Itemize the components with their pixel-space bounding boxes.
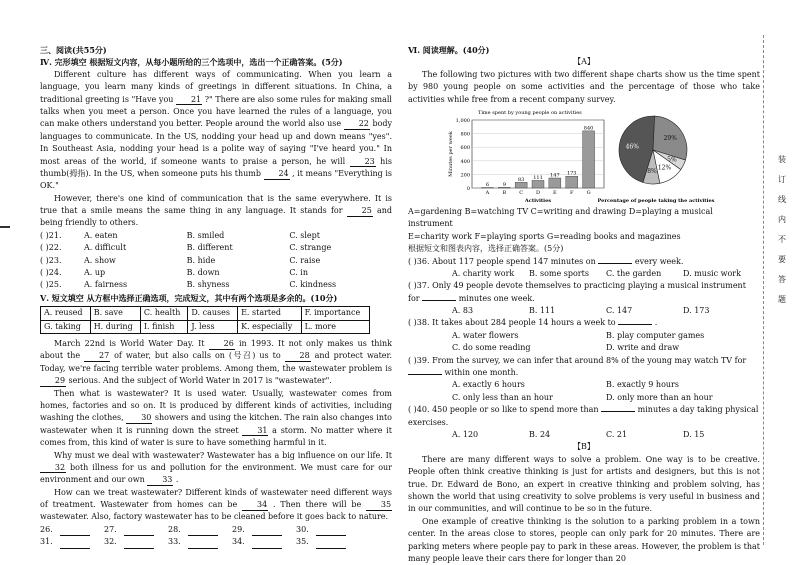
answer-lines	[40, 524, 392, 549]
text-segment: a storm. No matter where it comes from, this kind of water is sure to have something harmful in it.	[40, 426, 392, 447]
question-tail: minutes one week.	[459, 294, 535, 303]
y-tick-label: 0	[467, 186, 470, 192]
y-axis-label: Minutes per week	[448, 130, 454, 177]
answer-line[interactable]	[252, 524, 282, 536]
side-char: 不	[775, 230, 789, 250]
answer-label: 31.	[40, 536, 104, 548]
x-tick-label: G	[587, 190, 591, 196]
bar-value-label: 147	[550, 172, 560, 178]
x-tick-label: A	[485, 190, 490, 196]
text-segment: wastewater. Also, factory wastewater has to be cleaned before it goes back to nature.	[40, 512, 388, 521]
y-tick-label: 1,000	[456, 118, 470, 124]
option[interactable]: D. only more than an hour	[606, 392, 760, 404]
blank-33[interactable]: 33	[147, 475, 173, 486]
option-c[interactable]: C. raise	[289, 255, 392, 267]
question-number: ( )24.	[40, 267, 84, 279]
question-number: ( )40.	[408, 405, 430, 414]
v-paragraph-2	[40, 388, 392, 450]
text-segment: of water, but also calls on (号召) us to	[114, 351, 281, 360]
side-char: 订	[775, 170, 789, 190]
side-char: 答	[775, 270, 789, 290]
option-b[interactable]: B. hide	[187, 255, 290, 267]
side-char: 题	[775, 290, 789, 310]
blank-23[interactable]: 23	[350, 157, 376, 168]
section-title: 三、阅读(共55分)	[40, 44, 392, 56]
question-tail: .	[655, 318, 658, 327]
answer-blank[interactable]	[598, 263, 632, 264]
blank-21[interactable]: 21	[176, 95, 202, 106]
blank-30[interactable]: 30	[126, 413, 152, 424]
blank-25[interactable]: 25	[347, 206, 373, 217]
option[interactable]: C. 21	[606, 429, 683, 441]
answer-label: 29.	[232, 524, 296, 536]
option-a[interactable]: A. fairness	[84, 279, 187, 291]
answer-blank[interactable]	[618, 324, 652, 325]
cloze-title: Ⅳ. 完形填空 根据短文内容，从每小题所给的三个选项中，选出一个正确答案。(5分)	[40, 56, 392, 68]
option-row	[40, 279, 392, 291]
question-number: ( )23.	[40, 255, 84, 267]
pie-chart	[598, 106, 768, 206]
text-segment: showers and using the kitchen. The rain also changes into wastewater when it is running down the street	[40, 413, 392, 434]
question	[408, 404, 760, 429]
word-bank-item: L. more	[301, 320, 369, 333]
part-b-label: 【B】	[408, 441, 760, 453]
answer-row	[40, 524, 392, 536]
answer-blank[interactable]	[422, 300, 456, 301]
answer-line[interactable]	[188, 524, 218, 536]
option-b[interactable]: B. shyness	[187, 279, 290, 291]
answer-label: 35.	[296, 536, 360, 548]
cloze-passage	[40, 69, 392, 193]
word-bank-item: F. importance	[301, 307, 369, 320]
word-bank-item: J. less	[188, 320, 238, 333]
answer-line[interactable]	[188, 536, 218, 548]
word-bank-item: I. finish	[140, 320, 187, 333]
option[interactable]: C. do some reading	[452, 342, 606, 354]
x-axis-label: Activities	[524, 198, 551, 204]
option-row	[40, 267, 392, 279]
v-title: Ⅴ. 短文填空 从方框中选择正确选项，完成短文，其中有两个选项是多余的。(10分)	[40, 292, 392, 304]
pie-label: 29%	[664, 135, 678, 142]
option[interactable]: D. 15	[683, 429, 760, 441]
question-number: ( )22.	[40, 242, 84, 254]
question	[408, 280, 760, 305]
option-a[interactable]: A. show	[84, 255, 187, 267]
blank-31[interactable]: 31	[242, 426, 268, 437]
bar-value-label: 83	[518, 177, 524, 183]
word-bank-item: H. during	[90, 320, 140, 333]
option[interactable]: C. 147	[606, 305, 683, 317]
activity-key: A=gardening B=watching TV C=writing and drawing D=playing a musical instrument	[408, 206, 760, 231]
option[interactable]: A. exactly 6 hours	[452, 379, 606, 391]
bar-G	[583, 131, 595, 188]
bar-E	[549, 178, 561, 188]
bar-C	[515, 182, 527, 188]
answer-line[interactable]	[60, 536, 90, 548]
bar-D	[532, 180, 544, 188]
option[interactable]: B. some sports	[529, 268, 606, 280]
question-number: ( )25.	[40, 279, 84, 291]
bar-chart	[438, 106, 618, 206]
blank-32[interactable]: 32	[40, 463, 66, 474]
part-b-paragraph-2: One example of creative thinking is the solution to a parking problem in a town center. In the areas close to stores, people can only park for 20 minutes. There are parking meters where people pay to park in these areas. However, the problem is that many people leave their cars there for longer than 20	[408, 516, 760, 565]
answer-label: 26.	[40, 524, 104, 536]
option-c[interactable]: C. in	[289, 267, 392, 279]
word-bank-row	[41, 307, 370, 320]
text-segment: his thumb(拇指). In the US, when someone puts his thumb	[40, 157, 392, 178]
answer-line[interactable]	[316, 536, 346, 548]
question-text: About 117 people spend 147 minutes on	[432, 257, 596, 266]
question-text: From the survey, we can infer that around 8% of the young may watch TV for	[432, 356, 746, 365]
text-segment: Then what is wastewater? It is used water. Usually, wastewater comes from homes, factories and so on. It is produced by different kinds of activities, including washing the clothes,	[40, 389, 392, 423]
question-number: ( )36.	[408, 257, 430, 266]
option[interactable]: D. 173	[683, 305, 760, 317]
question-tail: every week.	[635, 257, 684, 266]
blank-29[interactable]: 29	[40, 376, 66, 387]
answer-blank[interactable]	[408, 374, 442, 375]
text-segment: in 1993. It not only makes us think about the	[40, 339, 392, 360]
y-tick-label: 400	[460, 159, 470, 165]
option-row	[40, 242, 392, 254]
option-c[interactable]: C. kindness	[289, 279, 392, 291]
question-number: ( )37.	[408, 281, 430, 290]
word-bank-item: E. started	[238, 307, 302, 320]
option-b[interactable]: B. down	[187, 267, 290, 279]
option-row	[408, 330, 760, 342]
text-segment: March 22nd is World Water Day. It	[54, 339, 205, 348]
x-tick-label: D	[536, 190, 540, 196]
text-segment: How can we treat wastewater? Different kinds of wastewater need different ways of treatment. Wastewater from homes can be	[40, 488, 392, 509]
bar-value-label: 9	[503, 182, 506, 188]
word-bank-item: C. health	[140, 307, 187, 320]
question-text: 450 people or so like to spend more than	[432, 405, 598, 414]
side-char: 要	[775, 250, 789, 270]
pie-label: 12%	[658, 165, 672, 172]
question-number: ( )38.	[408, 318, 430, 327]
bar-value-label: 111	[533, 175, 543, 181]
question-text: Only 49 people devote themselves to practicing playing a musical instrument for	[408, 281, 746, 302]
text-segment: Why must we deal with wastewater? Wastewater has a big influence on our life. It	[54, 451, 392, 460]
text-segment: , it means "Everything is OK."	[40, 169, 392, 190]
option-row	[408, 429, 760, 441]
answer-blank[interactable]	[601, 411, 635, 412]
question-text: It takes about 284 people 14 hours a week to	[432, 318, 616, 327]
text-segment: Different culture has different ways of communicating. When you learn a language, you learn many kinds of greetings in different situations. In China, a traditional greeting is "Have you	[40, 70, 392, 104]
y-tick-label: 800	[460, 132, 470, 138]
section-title-vi: Ⅵ. 阅读理解。(40分)	[408, 44, 760, 56]
option[interactable]: D. music work	[683, 268, 760, 280]
x-tick-label: E	[553, 190, 557, 196]
left-column	[40, 44, 392, 549]
activity-key-2: E=charity work F=playing sports G=reading books and magazines	[408, 231, 760, 243]
chart-title: Time spent by young people on activities	[478, 110, 582, 116]
option[interactable]: D. write and draw	[606, 342, 760, 354]
option-row	[408, 379, 760, 391]
question-tail: minutes a day taking physical exercises.	[408, 405, 758, 426]
answer-label: 32.	[104, 536, 168, 548]
cloze-paragraph-2: However, there's one kind of communication that is the same everywhere. It is true that a smile means the same thing in any language. It stands for 25 and being friendly to others.	[40, 193, 392, 230]
option-a[interactable]: A. difficult	[84, 242, 187, 254]
right-column	[408, 44, 760, 565]
word-bank-item: K. especially	[238, 320, 302, 333]
word-bank-item: B. save	[90, 307, 140, 320]
answer-label: 34.	[232, 536, 296, 548]
blank-26[interactable]: 26	[209, 339, 235, 350]
option[interactable]: B. 24	[529, 429, 606, 441]
pie-label: 5%	[667, 156, 677, 163]
answer-label: 28.	[168, 524, 232, 536]
text-segment: both illness for us and pollution for the environment. We must care for our environment and our own	[40, 463, 392, 484]
charts-area	[408, 106, 760, 206]
text-segment: serious. And the subject of World Water in 2017 is "wastewater".	[69, 376, 332, 385]
blank-34[interactable]: 34	[242, 500, 268, 511]
word-bank-item: G. taking	[41, 320, 91, 333]
text-segment: .	[176, 475, 179, 484]
side-char: 装	[775, 150, 789, 170]
v-paragraph-3	[40, 450, 392, 487]
option-a[interactable]: A. up	[84, 267, 187, 279]
option-c[interactable]: C. slept	[289, 230, 392, 242]
answer-line[interactable]	[124, 536, 154, 548]
question	[408, 256, 760, 268]
option-row	[40, 255, 392, 267]
questions	[408, 256, 760, 442]
text-segment: body languages to communicate. In the US, nodding your head up and down means "yes". In Southeast Asia, nodding your head is a polite way of saying "I've heard you." In most areas of the world, if someone wants to praise a person, he will	[40, 119, 392, 165]
answer-line[interactable]	[316, 524, 346, 536]
pie-title: Percentage of people taking the activities	[598, 198, 715, 204]
y-tick-label: 600	[460, 145, 470, 151]
option[interactable]: A. 120	[452, 429, 529, 441]
question-tail: within one month.	[445, 368, 519, 377]
part-a-intro: The following two pictures with two different shape charts show us the time spent by 980 young people on some activities and the percentage of those who take activities while free from a recent company survey.	[408, 69, 760, 106]
bar-value-label: 840	[584, 125, 594, 131]
answer-row	[40, 536, 392, 548]
answer-label: 30.	[296, 524, 360, 536]
part-b-paragraph-1: There are many different ways to solve a problem. One way is to be creative. People often think creative thinking is just for artists and designers, but this is not true. Dr. Edward de Bono, an expert in creative thinking and problem solving, has shown the world that using creativity to solve problems is very useful in business and in our communities, and will continue to be so in the future.	[408, 454, 760, 516]
side-char: 线	[775, 190, 789, 210]
option[interactable]: C. only less than an hour	[452, 392, 606, 404]
option-b[interactable]: B. different	[187, 242, 290, 254]
v-paragraph-4	[40, 487, 392, 524]
binding-notice	[775, 150, 789, 310]
bar-F	[566, 176, 578, 188]
x-tick-label: F	[570, 190, 574, 196]
text-segment: . Then there will be	[273, 500, 361, 509]
blank-35[interactable]: 35	[366, 500, 392, 511]
pie-label: 8%	[647, 168, 657, 175]
answer-line[interactable]	[60, 524, 90, 536]
hole-mark	[0, 226, 10, 228]
option[interactable]: B. exactly 9 hours	[606, 379, 760, 391]
option-row	[408, 342, 760, 354]
bar-value-label: 6	[486, 182, 489, 188]
x-tick-label: C	[519, 190, 523, 196]
word-bank	[40, 306, 370, 334]
part-a-label: 【A】	[408, 56, 760, 68]
option-row	[40, 230, 392, 242]
y-tick-label: 200	[460, 172, 470, 178]
answer-line[interactable]	[124, 524, 154, 536]
question	[408, 317, 760, 329]
option-row	[408, 268, 760, 280]
v-paragraph-1	[40, 338, 392, 388]
pie-label: 46%	[626, 143, 640, 150]
question-number: ( )21.	[40, 230, 84, 242]
text-segment: and protect water. Today, we're facing terrible water problems. Among them, the wastewater problem is	[40, 351, 392, 372]
answer-label: 27.	[104, 524, 168, 536]
option-b[interactable]: B. smiled	[187, 230, 290, 242]
cloze-options	[40, 230, 392, 292]
blank-24[interactable]: 24	[264, 169, 290, 180]
option-row	[408, 305, 760, 317]
answer-line[interactable]	[252, 536, 282, 548]
question-number: ( )39.	[408, 356, 430, 365]
instruction: 根据短文和图表内容，选择正确答案。(5分)	[408, 243, 760, 255]
option[interactable]: C. the garden	[606, 268, 683, 280]
option[interactable]: B. 111	[529, 305, 606, 317]
blank-22[interactable]: 22	[344, 119, 370, 130]
bar-value-label: 173	[567, 171, 577, 177]
word-bank-item: D. causes	[188, 307, 238, 320]
answer-label: 33.	[168, 536, 232, 548]
word-bank-row	[41, 320, 370, 333]
option[interactable]: A. charity work	[452, 268, 529, 280]
option[interactable]: B. play computer games	[606, 330, 760, 342]
option-a[interactable]: A. eaten	[84, 230, 187, 242]
option-row	[408, 392, 760, 404]
question	[408, 355, 760, 380]
blank-28[interactable]: 28	[285, 351, 311, 362]
option[interactable]: A. 83	[452, 305, 529, 317]
x-tick-label: B	[502, 190, 506, 196]
option[interactable]: A. water flowers	[452, 330, 606, 342]
blank-27[interactable]: 27	[84, 351, 110, 362]
side-char: 内	[775, 210, 789, 230]
word-bank-item: A. reused	[41, 307, 91, 320]
text-segment: ?" There are also some rules for making small talks when you meet a person. Once you have learned the rules of a language, you can make others understand you better. People around the world also use	[40, 95, 392, 129]
option-c[interactable]: C. strange	[289, 242, 392, 254]
